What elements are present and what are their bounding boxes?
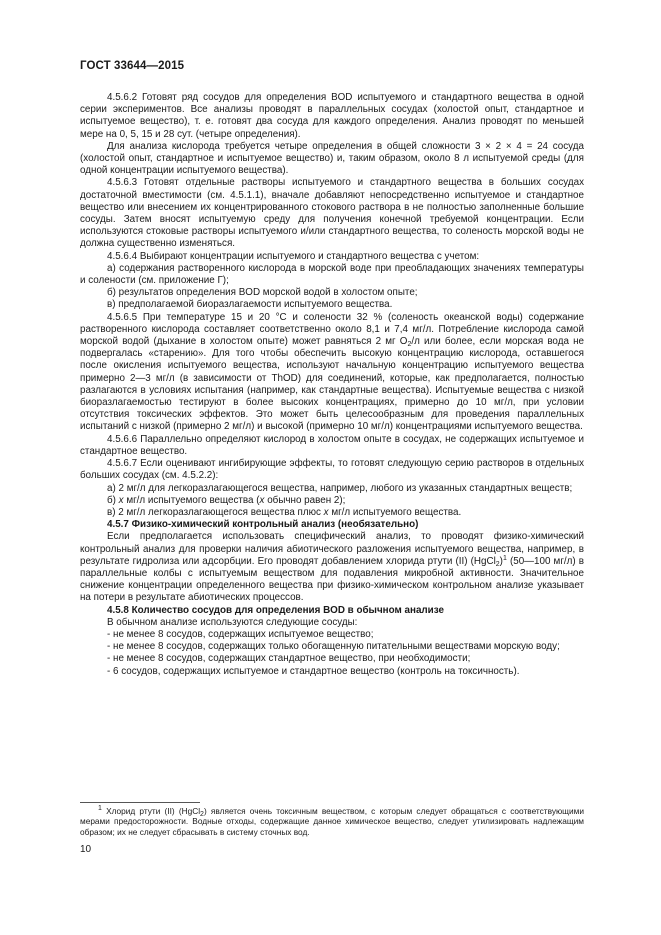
list-item-v: в) предполагаемой биоразлагаемости испытуемого вещества. (107, 299, 393, 311)
item-v-pre: в) 2 мг/л легкоразлагающегося вещества плюс (107, 506, 324, 518)
o2-subscript: 2 (407, 341, 412, 349)
item-b-var: x (118, 494, 124, 506)
para-4-5-7-part3: (50—100 мг/л) в параллельные колбы с испытуемым веществом для подавления микробной активности. Значительное снижение концентрации определенного вещества при физико-химическом контрольном анализе указывает на потери в результате абиотических процессов. (80, 555, 584, 604)
para-4-5-6-7: 4.5.6.7 Если оценивают ингибирующие эффекты, то готовят следующую серию растворов в отдельных больших сосудах (см. 4.5.2.2): (80, 458, 584, 482)
para-4-5-7-part1: Если предполагается использовать специфический анализ, то проводят физико-химический контрольный анализ для проверки наличия абиотического разложения испытуемого вещества, например, в результате гидролиза или адсорбции. Его проводят добавлением хлорида ртути (II) (HgCl (80, 531, 584, 567)
vessels-intro: В обычном анализе используются следующие сосуды: (107, 616, 358, 628)
para-oxygen-analysis: Для анализа кислорода требуется четыре определения в общей сложности 3 × 2 × 4 = 24 сосуда (холостой опыт, стандартное и испытуемое вещество) и, таким образом, около 8 л испытуемой среды (для одной концентрации испытуемого вещества). (80, 140, 584, 177)
inhibition-item-a: а) 2 мг/л для легкоразлагающегося вещества, например, любого из указанных стандартных веществ; (107, 482, 573, 494)
footnote-reference[interactable]: 1 (502, 554, 507, 562)
item-v-post: мг/л испытуемого вещества. (328, 506, 462, 518)
inhibition-item-v (80, 507, 584, 519)
footnote-text (80, 806, 584, 837)
para-4-5-6-4: 4.5.6.4 Выбирают концентрации испытуемого и стандартного вещества с учетом: (107, 250, 480, 262)
para-4-5-7 (80, 531, 584, 604)
para-4-5-6-3: 4.5.6.3 Готовят отдельные растворы испытуемого и стандартного вещества в больших сосудах достаточной вместимости (см. 4.5.1.1), вначале добавляют непосредственно испытуемое и стандартное вещество или внесением их концентрированного стокового раствора в не полностью заполненные большие сосуды. Затем вносят испытуемую среду для получения конечной требуемой концентрации. Если используются стоковые растворы испытуемого и/или стандартного вещества, то соленость морской воды не должна существенно изменяться. (80, 177, 584, 250)
vessels-item-2: - не менее 8 сосудов, содержащих только обогащенную питательными веществами морскую воду; (107, 641, 560, 653)
standard-header: ГОСТ 33644—2015 (80, 60, 185, 72)
para-4-5-6-5 (80, 312, 584, 434)
page-body (80, 92, 584, 678)
para-4-5-6-5-part2: /л или более, если морская вода не подвергалась «старению». Для того чтобы обеспечить высокую концентрацию кислорода, оставшегося после окисления испытуемого вещества, используют начальную концентрацию испытуемого вещества примерно 2—3 мг/л (в зависимости от ThOD) для соединений, которые, как предполагается, полностью разлагаются в условиях испытания (например, как стандартные вещества). Испытуемые вещества с низкой биоразлагаемостью тестируют в более высоких концентрациях, примерно до 10 мг/л, при условии отсутствия токсических эффектов. Это может быть целесообразным для проведения параллельных испытаний с низкой (примерно 2 мг/л) и высокой (примерно 10 мг/л) концентрациями испытуемого вещества. (80, 336, 584, 433)
item-v-var: x (323, 506, 329, 518)
item-b-var2: x (259, 494, 265, 506)
footnote (80, 806, 584, 837)
item-b-post: мг/л испытуемого вещества ( (123, 494, 260, 506)
hgcl2-subscript: 2 (495, 560, 500, 568)
para-4-5-7-part2: ) (499, 555, 503, 567)
list-item-a: а) содержания растворенного кислорода в морской воде при преобладающих значениях температуры и солености (см. приложение Г); (80, 262, 584, 287)
footnote-divider (80, 802, 200, 803)
para-4-5-6-6: 4.5.6.6 Параллельно определяют кислород в холостом опыте в сосудах, не содержащих испытуемое и стандартное вещество. (80, 433, 584, 457)
list-item-b: б) результатов определения BOD морской водой в холостом опыте; (107, 287, 418, 299)
footnote-mark: 1 (98, 805, 102, 812)
vessels-item-1: - не менее 8 сосудов, содержащих испытуемое вещество; (107, 628, 374, 640)
item-b-pre: б) (107, 494, 119, 506)
vessels-item-4: - 6 сосудов, содержащих испытуемое и стандартное вещество (контроль на токсичность). (107, 665, 520, 677)
footnote-subscript: 2 (200, 811, 204, 818)
inhibition-item-b (80, 495, 584, 507)
item-b-post2: обычно равен 2); (264, 494, 346, 506)
footnote-part2: ) является очень токсичным веществом, с которым следует обращаться с соответствующими мерами предосторожности. Водные отходы, содержащие данное химическое вещество, следует утилизировать надлежащим образом; их не следует сбрасывать в систему сточных вод. (80, 806, 584, 837)
vessels-item-3: - не менее 8 сосудов, содержащих стандартное вещество, при необходимости; (107, 653, 471, 665)
para-4-5-6-5-part1: 4.5.6.5 При температуре 15 и 20 °С и солености 32 % (соленость океанской воды) содержание растворенного кислорода составляет соответственно около 8,1 и 7,4 мг/л. Потребление кислорода самой морской водой (дыхание в холостом опыте) может равняться 2 мг O (80, 311, 584, 348)
para-4-5-6-2: 4.5.6.2 Готовят ряд сосудов для определения BOD испытуемого и стандартного вещества в одной серии экспериментов. Все анализы проводят в параллельных сосудах (холостой опыт, стандартное и испытуемое вещество), т. е. готовят два сосуда для каждого определения. Анализ проводят по меньшей мере на 0, 5, 15 и 28 сут. (четыре определения). (80, 92, 584, 140)
heading-4-5-7: 4.5.7 Физико-химический контрольный анализ (необязательно) (107, 519, 419, 531)
footnote-part1: Хлорид ртути (II) (HgCl (101, 806, 201, 816)
heading-4-5-8: 4.5.8 Количество сосудов для определения BOD в обычном анализе (107, 604, 444, 616)
page-number: 10 (80, 844, 92, 855)
